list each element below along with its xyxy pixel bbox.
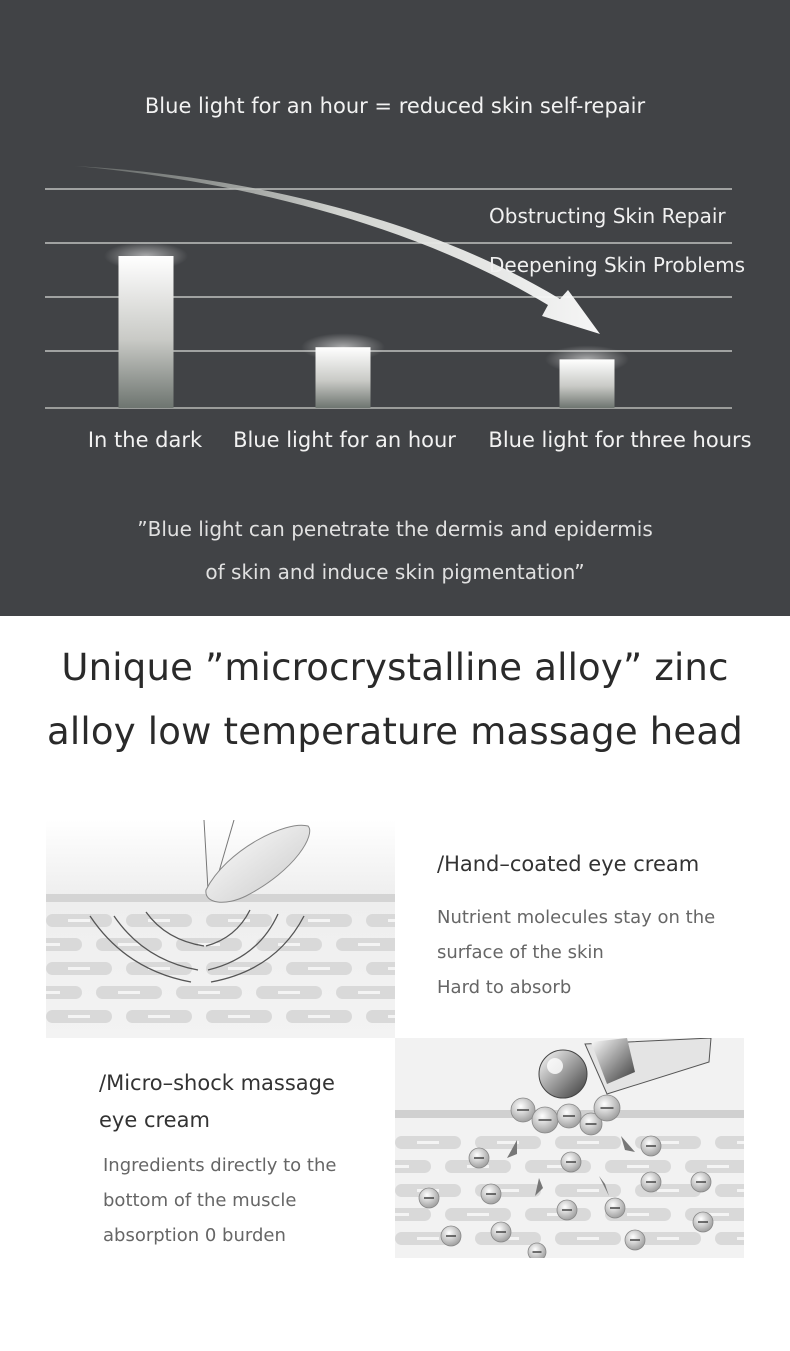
skin-cell-nucleus <box>118 991 140 994</box>
annotation-obstructing: Obstructing Skin Repair <box>489 204 726 228</box>
chart-title: Blue light for an hour = reduced skin self-repair <box>144 94 646 118</box>
skin-cell-nucleus <box>358 943 380 946</box>
skin-cell-nucleus <box>707 1165 729 1168</box>
skin-cell-nucleus <box>657 1237 679 1240</box>
hand-coated-line-2: surface of the skin <box>437 942 604 963</box>
quote-line-2: of skin and induce skin pigmentation” <box>205 560 585 584</box>
skin-cell-nucleus <box>228 1015 250 1018</box>
skin-cell-nucleus <box>737 1141 744 1144</box>
skin-cell-nucleus <box>657 1189 679 1192</box>
skin-cell-nucleus <box>395 1213 409 1216</box>
bar-0 <box>119 256 174 408</box>
skin-cell-nucleus <box>358 991 380 994</box>
skin-cell-nucleus <box>68 919 90 922</box>
micro-shock-title-line-1: /Micro–shock massage <box>99 1071 335 1095</box>
skin-cell-nucleus <box>388 967 395 970</box>
skin-cell-nucleus <box>118 943 140 946</box>
annotation-deepening: Deepening Skin Problems <box>489 253 746 277</box>
skin-cell-nucleus <box>627 1213 649 1216</box>
hand-coated-line-1: Nutrient molecules stay on the <box>437 907 716 928</box>
skin-cell-nucleus <box>417 1141 439 1144</box>
skin-cell-nucleus <box>577 1189 599 1192</box>
skin-cell-nucleus <box>278 991 300 994</box>
skin-cell-nucleus <box>627 1165 649 1168</box>
skin-cell-nucleus <box>46 943 60 946</box>
skin-cell-nucleus <box>46 991 60 994</box>
skin-cell-nucleus <box>278 943 300 946</box>
skin-cell-nucleus <box>737 1237 744 1240</box>
quote-line-1: ”Blue light can penetrate the dermis and epidermis <box>137 517 653 541</box>
skin-cell-nucleus <box>308 967 330 970</box>
x-label-in-the-dark: In the dark <box>87 428 203 452</box>
hand-coated-line-3: Hard to absorb <box>437 977 572 998</box>
skin-cell-nucleus <box>395 1165 409 1168</box>
micro-shock-title-line-2: eye cream <box>99 1108 210 1132</box>
skin-cell-nucleus <box>148 1015 170 1018</box>
skin-cell-nucleus <box>577 1237 599 1240</box>
bar-1 <box>316 347 371 408</box>
x-label-blue-light-hour: Blue light for an hour <box>233 428 456 452</box>
skin-cell-nucleus <box>68 967 90 970</box>
skin-cell-nucleus <box>388 919 395 922</box>
skin-cell-nucleus <box>68 1015 90 1018</box>
micro-shock-line-2: bottom of the muscle <box>103 1190 297 1211</box>
heading-line-2: alloy low temperature massage head <box>47 710 743 753</box>
skin-cell-nucleus <box>198 991 220 994</box>
skin-cell-nucleus <box>467 1213 489 1216</box>
skin-cell-nucleus <box>388 1015 395 1018</box>
skin-cell-nucleus <box>737 1189 744 1192</box>
skin-cell-nucleus <box>308 919 330 922</box>
skin-cell-nucleus <box>417 1237 439 1240</box>
heading-line-1: Unique ”microcrystalline alloy” zinc <box>61 646 729 689</box>
hand-coated-title: /Hand–coated eye cream <box>437 852 700 876</box>
micro-shock-line-3: absorption 0 burden <box>103 1225 286 1246</box>
blue-light-chart-section <box>0 0 790 616</box>
skin-cell-nucleus <box>577 1141 599 1144</box>
molecule <box>528 1243 546 1258</box>
micro-shock-illustration <box>395 1038 744 1258</box>
x-label-blue-light-three-hours: Blue light for three hours <box>488 428 752 452</box>
micro-shock-line-1: Ingredients directly to the <box>103 1155 337 1176</box>
skin-cell-nucleus <box>228 919 250 922</box>
skin-cell-nucleus <box>308 1015 330 1018</box>
bar-2 <box>560 359 615 408</box>
hand-coated-illustration <box>46 820 395 1038</box>
skin-cell-nucleus <box>228 967 250 970</box>
